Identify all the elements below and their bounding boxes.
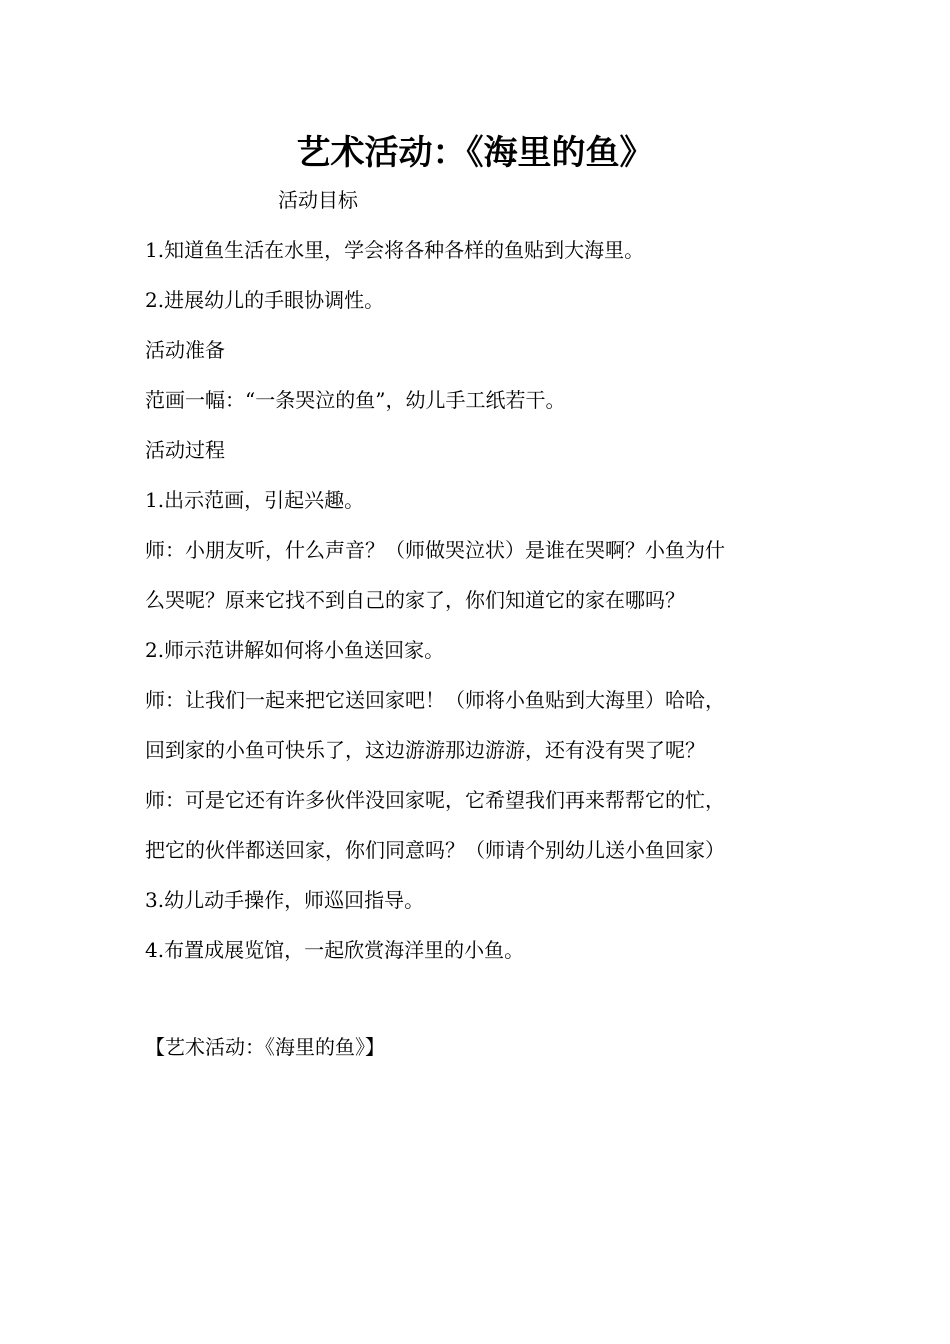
paragraph-line: 回到家的小鱼可快乐了，这边游游那边游游，还有没有哭了呢？ <box>145 738 705 762</box>
paragraph-line: 把它的伙伴都送回家，你们同意吗？（师请个别幼儿送小鱼回家） <box>145 838 725 862</box>
paragraph-line: 4.布置成展览馆，一起欣赏海洋里的小鱼。 <box>145 938 525 962</box>
paragraph-line: 么哭呢？原来它找不到自己的家了，你们知道它的家在哪吗？ <box>145 588 685 612</box>
document-title: 艺术活动：《海里的鱼》 <box>296 133 654 173</box>
paragraph-line: 师：小朋友听，什么声音？（师做哭泣状）是谁在哭啊？小鱼为什 <box>145 538 725 562</box>
paragraph-line: 1.知道鱼生活在水里，学会将各种各样的鱼贴到大海里。 <box>145 238 645 262</box>
paragraph-line: 师：让我们一起来把它送回家吧！（师将小鱼贴到大海里）哈哈， <box>145 688 725 712</box>
paragraph-line: 师：可是它还有许多伙伴没回家呢，它希望我们再来帮帮它的忙， <box>145 788 725 812</box>
section-heading-process: 活动过程 <box>145 438 225 462</box>
section-heading-goals: 活动目标 <box>278 188 358 212</box>
section-heading-preparation: 活动准备 <box>145 338 225 362</box>
paragraph-line: 2.师示范讲解如何将小鱼送回家。 <box>145 638 445 662</box>
document-footer: 【艺术活动：《海里的鱼》】 <box>145 1035 385 1059</box>
paragraph-line: 3.幼儿动手操作，师巡回指导。 <box>145 888 425 912</box>
paragraph-line: 范画一幅：“一条哭泣的鱼”，幼儿手工纸若干。 <box>145 388 566 412</box>
paragraph-line: 2.进展幼儿的手眼协调性。 <box>145 288 385 312</box>
paragraph-line: 1.出示范画，引起兴趣。 <box>145 488 365 512</box>
